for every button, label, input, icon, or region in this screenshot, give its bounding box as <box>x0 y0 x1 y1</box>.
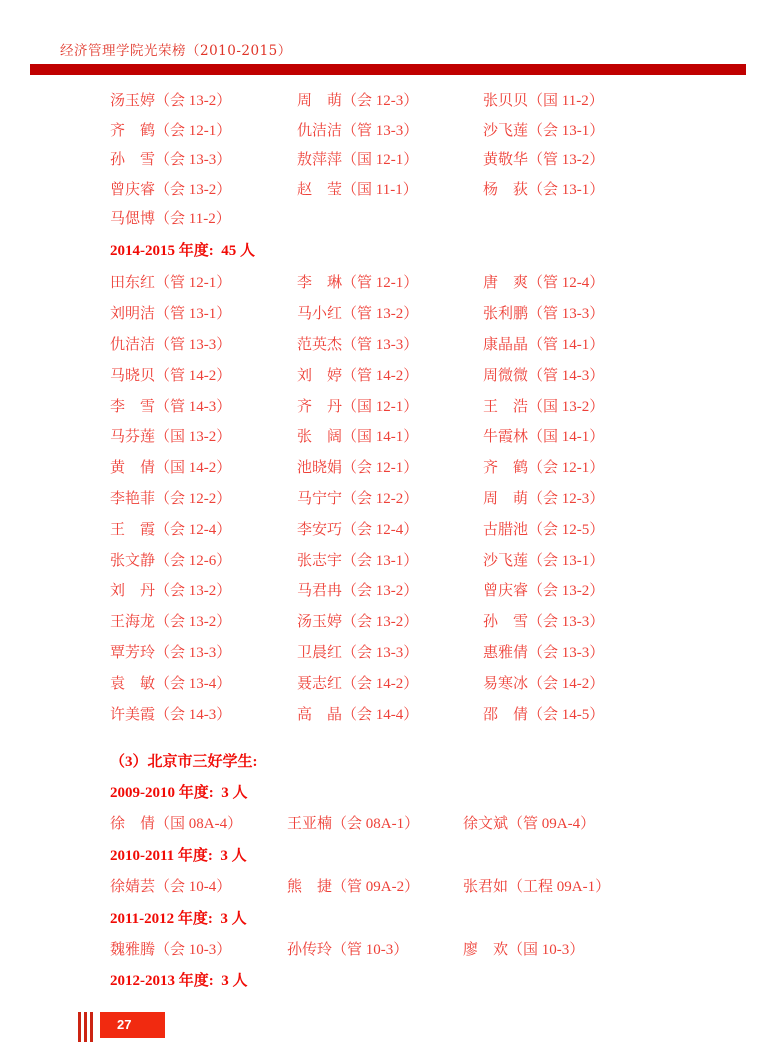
table-row <box>110 513 746 544</box>
student-entry: 易寒冰（会 14-2） <box>483 675 605 692</box>
student-entry: 牛霞林（国 14-1） <box>483 429 605 446</box>
student-entry: 张贝贝（国 11-2） <box>483 93 604 110</box>
student-entry: 马宁宁（会 12-2） <box>297 490 419 507</box>
student-entry: 唐 爽（管 12-4） <box>483 275 605 292</box>
table-row <box>110 667 746 698</box>
student-entry: 聂志红（会 14-2） <box>297 675 419 692</box>
student-entry: 魏雅腾（会 10-3） <box>110 941 232 958</box>
table-row <box>110 807 746 838</box>
student-entry: 王 浩（国 13-2） <box>483 398 605 415</box>
table-row <box>110 574 746 605</box>
student-entry: 卫晨红（会 13-3） <box>297 644 419 661</box>
page-footer <box>78 1012 165 1042</box>
year-heading: 2012-2013 年度: 3 人 <box>110 973 248 990</box>
table-row <box>110 482 746 513</box>
table-row <box>110 544 746 575</box>
table-row <box>110 698 746 729</box>
table-row <box>110 359 746 390</box>
student-entry: 赵 莹（国 11-1） <box>297 181 418 198</box>
student-entry: 徐婧芸（会 10-4） <box>110 879 232 896</box>
rows <box>110 933 746 964</box>
table-row <box>110 420 746 451</box>
footer-stripes-decoration <box>78 1012 96 1042</box>
table-row <box>110 605 746 636</box>
student-entry: 王海龙（会 13-2） <box>110 614 232 631</box>
student-entry: 张利鹏（管 13-3） <box>483 306 605 323</box>
student-entry: 张君如（工程 09A-1） <box>463 879 611 896</box>
rows <box>110 807 746 838</box>
student-entry: 孙传玲（管 10-3） <box>287 941 409 958</box>
student-entry: 马芬莲（国 13-2） <box>110 429 232 446</box>
student-entry: 杨 荻（会 13-1） <box>483 181 605 198</box>
student-entry: 敖萍萍（国 12-1） <box>297 152 419 169</box>
student-entry: 袁 敏（会 13-4） <box>110 675 232 692</box>
student-entry: 齐 鹤（会 12-1） <box>110 122 232 139</box>
footer-stripe <box>78 1012 81 1042</box>
page-number-badge: 27 <box>100 1012 165 1038</box>
student-entry: 周微微（管 14-3） <box>483 367 605 384</box>
student-entry: 许美霞（会 14-3） <box>110 706 232 723</box>
student-entry: 黄 倩（国 14-2） <box>110 460 232 477</box>
table-row <box>110 144 746 174</box>
student-entry: 张文静（会 12-6） <box>110 552 232 569</box>
page-title: 经济管理学院光荣榜（2010-2015） <box>60 43 292 59</box>
student-entry: 刘明洁（管 13-1） <box>110 306 232 323</box>
table-row <box>110 933 746 964</box>
table-row <box>110 870 746 901</box>
table-row <box>110 174 746 204</box>
student-entry: 王 霞（会 12-4） <box>110 521 232 538</box>
student-entry: 田东红（管 12-1） <box>110 275 232 292</box>
student-entry: 沙飞莲（会 13-1） <box>483 122 605 139</box>
rows <box>110 870 746 901</box>
student-entry: 齐 鹤（会 12-1） <box>483 460 605 477</box>
year-heading: 2009-2010 年度: 3 人 <box>110 785 248 802</box>
table-row <box>110 267 746 298</box>
student-entry: 汤玉婷（会 13-2） <box>297 614 419 631</box>
student-entry: 张 阔（国 14-1） <box>297 429 419 446</box>
content <box>110 85 746 996</box>
student-entry: 古腊池（会 12-5） <box>483 521 605 538</box>
student-entry: 范英杰（管 13-3） <box>297 336 419 353</box>
student-entry: 刘 丹（会 13-2） <box>110 583 232 600</box>
student-entry: 徐文斌（管 09A-4） <box>463 816 596 833</box>
student-entry: 刘 婷（管 14-2） <box>297 367 419 384</box>
student-entry: 马晓贝（管 14-2） <box>110 367 232 384</box>
table-row <box>110 85 746 115</box>
student-entry: 熊 捷（管 09A-2） <box>287 879 420 896</box>
table-row <box>110 328 746 359</box>
rows <box>110 267 746 729</box>
student-entry: 邵 倩（会 14-5） <box>483 706 605 723</box>
student-entry: 高 晶（会 14-4） <box>297 706 419 723</box>
student-entry: 李安巧（会 12-4） <box>297 521 419 538</box>
student-entry: 李 琳（管 12-1） <box>297 275 419 292</box>
student-entry: 周 萌（会 12-3） <box>297 93 419 110</box>
table-row <box>110 203 746 233</box>
student-entry: 仇洁洁（管 13-3） <box>110 336 232 353</box>
student-entry: 李艳菲（会 12-2） <box>110 490 232 507</box>
table-row <box>110 451 746 482</box>
student-entry: 张志宇（会 13-1） <box>297 552 419 569</box>
year-heading: 2014-2015 年度: 45 人 <box>110 243 255 259</box>
student-entry: 黄敬华（管 13-2） <box>483 152 605 169</box>
student-entry: 徐 倩（国 08A-4） <box>110 816 243 833</box>
student-entry: 廖 欢（国 10-3） <box>463 941 585 958</box>
student-entry: 李 雪（管 14-3） <box>110 398 232 415</box>
student-entry: 马小红（管 13-2） <box>297 306 419 323</box>
student-entry: 池晓娟（会 12-1） <box>297 460 419 477</box>
rows <box>110 85 746 233</box>
student-entry: 沙飞莲（会 13-1） <box>483 552 605 569</box>
student-entry: 汤玉婷（会 13-2） <box>110 93 232 110</box>
section-heading: （3）北京市三好学生: <box>110 753 258 770</box>
year-heading: 2011-2012 年度: 3 人 <box>110 910 247 927</box>
student-entry: 覃芳玲（会 13-3） <box>110 644 232 661</box>
student-entry: 孙 雪（会 13-3） <box>110 152 232 169</box>
student-entry: 康晶晶（管 14-1） <box>483 336 605 353</box>
student-entry: 马偲博（会 11-2） <box>110 211 231 228</box>
table-row <box>110 297 746 328</box>
student-entry: 齐 丹（国 12-1） <box>297 398 419 415</box>
student-entry: 王亚楠（会 08A-1） <box>287 816 420 833</box>
student-entry: 马君冉（会 13-2） <box>297 583 419 600</box>
student-entry: 仇洁洁（管 13-3） <box>297 122 419 139</box>
header-rule-divider <box>30 64 746 75</box>
student-entry: 周 萌（会 12-3） <box>483 490 605 507</box>
year-heading: 2010-2011 年度: 3 人 <box>110 847 247 864</box>
student-entry: 孙 雪（会 13-3） <box>483 614 605 631</box>
table-row <box>110 115 746 145</box>
student-entry: 曾庆睿（会 13-2） <box>483 583 605 600</box>
footer-stripe <box>84 1012 87 1042</box>
student-entry: 曾庆睿（会 13-2） <box>110 181 232 198</box>
student-entry: 惠雅倩（会 13-3） <box>483 644 605 661</box>
table-row <box>110 390 746 421</box>
table-row <box>110 636 746 667</box>
footer-stripe <box>90 1012 93 1042</box>
